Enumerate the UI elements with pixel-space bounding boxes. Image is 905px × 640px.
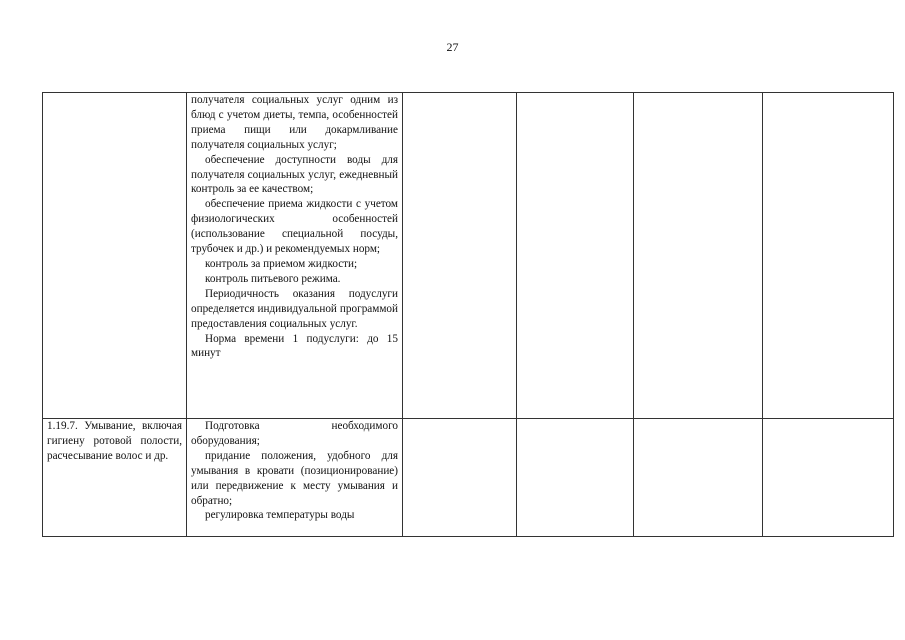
page-number: 27 bbox=[446, 40, 459, 54]
description-paragraph: обеспечение приема жидкости с учетом физиологических особенностей (использование специальной посуды, трубочек и др.) и рекомендуемых норм; bbox=[191, 198, 398, 256]
description-paragraph: придание положения, удобного для умывания в кровати (позиционирование) или передвижение к месту умывания и обратно; bbox=[191, 449, 398, 507]
service-description-cell bbox=[187, 419, 403, 537]
service-name-cell bbox=[43, 93, 187, 419]
empty-cell bbox=[517, 93, 634, 419]
description-paragraph: Норма времени 1 подуслуги: до 15 минут bbox=[191, 332, 398, 360]
empty-cell bbox=[763, 93, 894, 419]
description-paragraph: обеспечение доступности воды для получателя социальных услуг, ежедневный контроль за ее качеством; bbox=[191, 153, 398, 196]
table-row bbox=[43, 93, 894, 419]
description-paragraph: контроль питьевого режима. bbox=[205, 272, 341, 285]
service-name-cell bbox=[43, 419, 187, 537]
empty-cell bbox=[517, 419, 634, 537]
empty-cell bbox=[634, 419, 763, 537]
description-paragraph: Периодичность оказания подуслуги определяется индивидуальной программой предоставления социальных услуг. bbox=[191, 287, 398, 330]
table-row bbox=[43, 419, 894, 537]
empty-cell bbox=[403, 419, 517, 537]
service-name: 1.19.7. Умывание, включая гигиену ротовой полости, расчесывание волос и др. bbox=[47, 420, 182, 462]
description-paragraph: Подготовка необходимого оборудования; bbox=[191, 420, 398, 447]
description-paragraph: регулировка температуры воды bbox=[205, 509, 355, 522]
services-table bbox=[42, 92, 894, 537]
description-paragraph: получателя социальных услуг одним из блюд с учетом диеты, темпа, особенностей приема пищи или докармливание получателя социальных услуг; bbox=[191, 94, 398, 151]
empty-cell bbox=[634, 93, 763, 419]
service-description-cell bbox=[187, 93, 403, 419]
description-paragraph: контроль за приемом жидкости; bbox=[205, 257, 358, 270]
empty-cell bbox=[403, 93, 517, 419]
empty-cell bbox=[763, 419, 894, 537]
